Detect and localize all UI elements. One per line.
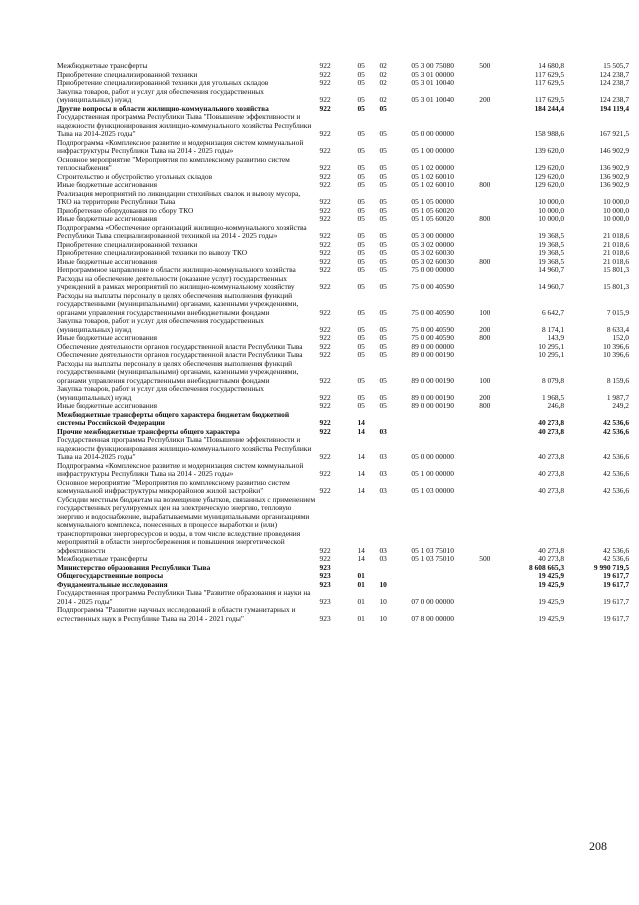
row-ved: 922 — [319, 171, 331, 181]
row-value-2: 194 119,4 — [599, 103, 630, 113]
page-number: 208 — [589, 839, 607, 853]
row-value-1: 184 244,4 — [534, 103, 565, 113]
row-ved: 922 — [319, 103, 331, 113]
row-csr: 05 1 03 75010 — [411, 545, 454, 555]
row-csr: 75 0 00 40590 — [411, 333, 454, 342]
row-name: Иные бюджетные ассигнования — [57, 180, 158, 189]
row-name: Закупка товаров, работ и услуг для обеспечения государственных (муниципальных) нужд — [57, 86, 264, 104]
table-row — [57, 88, 629, 105]
row-name: Основное мероприятие "Мероприятия по комплексному развитию систем теплоснабжения" — [57, 154, 290, 172]
row-pr: 05 — [379, 103, 387, 113]
row-rz: 05 — [357, 256, 365, 266]
row-value-1: 14 680,8 — [538, 61, 565, 70]
row-value-2: 15 505,7 — [603, 61, 630, 70]
row-pr: 10 — [379, 579, 387, 589]
row-rz: 14 — [357, 426, 365, 436]
row-value-1: 139 620,0 — [534, 146, 565, 155]
row-value-2: 42 536,6 — [603, 426, 630, 436]
row-csr: 05 0 00 00000 — [411, 129, 454, 138]
row-ved: 922 — [319, 282, 331, 291]
row-value-2: 21 018,6 — [603, 256, 630, 266]
row-value-1: 8 174,1 — [541, 324, 565, 334]
row-value-2: 21 018,6 — [603, 239, 630, 249]
row-pr: 05 — [379, 401, 387, 410]
row-vr: 100 — [479, 307, 491, 317]
row-rz: 05 — [357, 61, 365, 70]
row-csr: 05 3 02 00000 — [411, 239, 454, 249]
row-value-2: 10 000,0 — [603, 214, 630, 223]
row-value-1: 40 273,8 — [538, 486, 565, 495]
row-value-2: 136 902,9 — [599, 163, 630, 172]
row-pr: 05 — [379, 248, 387, 257]
row-ved: 923 — [319, 596, 331, 606]
row-name: Субсидии местным бюджетам на возмещение убытков, связанных с применением государственных регулируемых цен на электрическую энергию, тепловую энергию и водоснабжение, вырабатываемыми муниципальными организациями коммунального комплекса, понесенных в процессе выработки и (или) транспортировки энергоресурсов и воды, в том числе вследствие проведения мероприятий в области энергосбережения и повышения энергетической эффективности — [57, 494, 316, 555]
row-value-2: 15 801,3 — [603, 265, 630, 274]
row-name: Государственная программа Республики Тыва "Повышение эффективности и надежности функционирования жилищно-коммунального хозяйства Республики Тыва на 2014-2025 годы" — [57, 435, 312, 461]
row-value-2: 124 238,7 — [599, 78, 630, 87]
row-rz: 14 — [357, 486, 365, 495]
row-csr: 75 0 00 40590 — [411, 307, 454, 317]
row-rz: 01 — [357, 571, 365, 580]
row-rz: 05 — [357, 171, 365, 181]
row-rz: 05 — [357, 129, 365, 138]
row-rz: 05 — [357, 95, 365, 104]
table-row — [57, 385, 629, 402]
row-value-2: 42 536,6 — [603, 486, 630, 495]
row-csr: 75 0 00 40590 — [411, 282, 454, 291]
row-vr: 200 — [479, 392, 491, 402]
row-value-2: 9 990 719,5 — [593, 562, 630, 572]
row-name: Расходы на выплаты персоналу в целях обеспечения выполнения функций государственными (муниципальными) органами, казенными учреждениями, органами управления государственными внебюджетными фондами — [57, 290, 299, 317]
row-name: Государственная программа Республики Тыва "Повышение эффективности и надежности функционирования жилищно-коммунального хозяйства Республики Тыва на 2014-2025 годы" — [57, 112, 312, 138]
row-ved: 922 — [319, 180, 331, 189]
row-ved: 923 — [319, 562, 331, 572]
row-rz: 14 — [357, 469, 365, 478]
row-ved: 922 — [319, 146, 331, 155]
row-pr: 05 — [379, 392, 387, 402]
row-value-1: 158 988,6 — [534, 129, 565, 138]
row-name: Подпрограмма «Комплексное развитие и модернизация систем коммунальной инфраструктуры Республики Тыва на 2014 - 2025 годы» — [57, 460, 304, 478]
row-rz: 05 — [357, 69, 365, 79]
row-name: Подпрограмма «Комплексное развитие и модернизация систем коммунальной инфраструктуры Республики Тыва на 2014 - 2025 годы» — [57, 137, 304, 155]
table-row — [57, 411, 629, 428]
row-pr: 05 — [379, 375, 387, 385]
row-rz: 05 — [357, 214, 365, 223]
row-value-2: 10 000,0 — [603, 205, 630, 215]
row-rz: 05 — [357, 265, 365, 274]
row-pr: 02 — [379, 78, 387, 87]
row-rz: 05 — [357, 146, 365, 155]
row-pr: 02 — [379, 61, 387, 70]
row-name: Закупка товаров, работ и услуг для обеспечения государственных (муниципальных) нужд — [57, 316, 264, 334]
row-value-2: 10 396,6 — [603, 350, 630, 359]
row-pr: 05 — [379, 333, 387, 342]
row-value-2: 21 018,6 — [603, 248, 630, 257]
row-value-1: 129 620,0 — [534, 163, 565, 172]
row-csr: 05 1 00 00000 — [411, 469, 454, 478]
row-rz: 05 — [357, 401, 365, 410]
row-ved: 922 — [319, 392, 331, 402]
table-row — [57, 496, 629, 556]
row-pr: 02 — [379, 69, 387, 79]
row-pr: 02 — [379, 95, 387, 104]
row-value-1: 6 642,7 — [541, 307, 565, 317]
row-name: Приобретение специализированной техники — [57, 239, 198, 249]
row-value-1: 1 968,5 — [541, 392, 565, 402]
row-pr: 10 — [379, 596, 387, 606]
row-csr: 05 3 02 60030 — [411, 256, 454, 266]
row-name: Межбюджетные трансферты — [57, 554, 148, 563]
row-pr: 05 — [379, 205, 387, 215]
row-csr: 05 3 01 10040 — [411, 95, 454, 104]
row-csr: 89 0 00 00190 — [411, 350, 454, 359]
row-name: Другие вопросы в области жилищно-коммунального хозяйства — [57, 103, 269, 113]
row-ved: 922 — [319, 545, 331, 555]
row-value-1: 10 295,1 — [538, 350, 565, 359]
row-ved: 922 — [319, 69, 331, 79]
row-csr: 05 3 00 75080 — [411, 61, 454, 70]
row-value-1: 19 368,5 — [538, 248, 565, 257]
row-ved: 923 — [319, 571, 331, 580]
row-ved: 922 — [319, 61, 331, 70]
row-value-2: 42 536,6 — [603, 418, 630, 427]
row-value-2: 7 015,9 — [606, 307, 630, 317]
row-name: Строительство и обустройство угольных складов — [57, 171, 213, 181]
row-value-1: 19 425,9 — [538, 571, 565, 580]
row-rz: 05 — [357, 392, 365, 402]
row-name: Основное мероприятие "Мероприятия по комплексному развитию систем коммунальной инфраструктуры микрорайонов жилой застройки" — [57, 477, 290, 495]
row-value-2: 152,0 — [612, 333, 630, 342]
row-value-1: 129 620,0 — [534, 180, 565, 189]
row-ved: 922 — [319, 350, 331, 359]
row-vr: 200 — [479, 95, 491, 104]
row-ved: 922 — [319, 401, 331, 410]
table-row — [57, 479, 629, 496]
row-pr: 03 — [379, 486, 387, 495]
row-value-2: 124 238,7 — [599, 95, 630, 104]
row-vr: 800 — [479, 333, 491, 342]
row-name: Государственная программа Республики Тыва "Развитие образования и науки на 2014 - 2025 годы" — [57, 588, 311, 606]
row-ved: 922 — [319, 333, 331, 342]
row-ved: 922 — [319, 214, 331, 223]
row-value-1: 40 273,8 — [538, 554, 565, 563]
row-ved: 922 — [319, 205, 331, 215]
row-pr: 05 — [379, 265, 387, 274]
row-name: Расходы на выплаты персоналу в целях обеспечения выполнения функций государственными (муниципальными) органами, казенными учреждениями, органами управления государственными внебюджетными фондами — [57, 358, 299, 385]
row-name: Непрограммное направление в области жилищно-коммунального хозяйства — [57, 265, 296, 274]
row-pr: 03 — [379, 554, 387, 563]
row-value-2: 42 536,6 — [603, 452, 630, 461]
row-name: Иные бюджетные ассигнования — [57, 214, 158, 223]
row-pr: 03 — [379, 426, 387, 436]
table-row — [57, 156, 629, 173]
row-value-1: 19 368,5 — [538, 239, 565, 249]
row-rz: 05 — [357, 282, 365, 291]
table-row — [57, 139, 629, 156]
row-pr: 05 — [379, 239, 387, 249]
row-name: Приобретение специализированной техники по вывозу ТКО — [57, 248, 248, 257]
row-csr: 05 3 01 10040 — [411, 78, 454, 87]
row-value-2: 42 536,6 — [603, 545, 630, 555]
row-name: Закупка товаров, работ и услуг для обеспечения государственных (муниципальных) нужд — [57, 384, 264, 402]
row-ved: 922 — [319, 78, 331, 87]
row-name: Иные бюджетные ассигнования — [57, 256, 158, 266]
row-name: Приобретение специализированной техники для угольных складов — [57, 78, 269, 87]
row-pr: 03 — [379, 469, 387, 478]
row-value-2: 19 617,7 — [603, 596, 630, 606]
row-csr: 05 3 01 00000 — [411, 69, 454, 79]
row-rz: 05 — [357, 205, 365, 215]
row-ved: 922 — [319, 163, 331, 172]
row-name: Обеспечение деятельности органов государственной власти Республики Тыва — [57, 341, 303, 351]
row-value-1: 246,8 — [547, 401, 565, 410]
table-row — [57, 224, 629, 241]
row-value-1: 8 608 665,3 — [529, 562, 565, 572]
row-rz: 14 — [357, 554, 365, 563]
row-rz: 05 — [357, 341, 365, 351]
row-value-1: 19 425,9 — [538, 613, 565, 623]
row-ved: 922 — [319, 239, 331, 249]
row-ved: 923 — [319, 613, 331, 623]
row-name: Обеспечение деятельности органов государственной власти Республики Тыва — [57, 350, 303, 359]
row-value-1: 117 629,5 — [534, 95, 565, 104]
row-pr: 05 — [379, 307, 387, 317]
row-pr: 05 — [379, 324, 387, 334]
row-value-1: 19 425,9 — [538, 579, 565, 589]
row-ved: 922 — [319, 256, 331, 266]
row-ved: 922 — [319, 231, 331, 240]
row-ved: 923 — [319, 579, 331, 589]
row-pr: 05 — [379, 341, 387, 351]
row-value-2: 136 902,9 — [599, 171, 630, 181]
row-pr: 05 — [379, 231, 387, 240]
row-name: Межбюджетные трансферты — [57, 61, 148, 70]
table-row — [57, 275, 629, 292]
row-value-1: 14 960,7 — [538, 282, 565, 291]
row-csr: 75 0 00 00000 — [411, 265, 454, 274]
row-value-2: 19 617,7 — [603, 613, 630, 623]
table-row — [57, 360, 629, 386]
row-value-1: 40 273,8 — [538, 426, 565, 436]
table-row — [57, 606, 629, 623]
row-ved: 922 — [319, 95, 331, 104]
row-name: Иные бюджетные ассигнования — [57, 333, 158, 342]
row-pr: 05 — [379, 350, 387, 359]
row-pr: 10 — [379, 613, 387, 623]
row-name: Расходы на обеспечение деятельности (оказание услуг) государственных учреждений в рамках мероприятий по жилищно-коммунальному хозяйству — [57, 273, 295, 291]
row-name: Подпрограмма "Развитие научных исследований в области гуманитарных и естественных наук в Республике Тыва на 2014 - 2021 годы" — [57, 605, 296, 623]
row-csr: 05 1 00 00000 — [411, 146, 454, 155]
row-name: Межбюджетные трансферты общего характера бюджетам бюджетной системы Российской Федерации — [57, 409, 290, 427]
row-pr: 05 — [379, 129, 387, 138]
row-csr: 05 0 00 00000 — [411, 452, 454, 461]
row-rz: 01 — [357, 613, 365, 623]
table-row — [57, 190, 629, 207]
table-row — [57, 462, 629, 479]
row-csr: 05 1 02 60010 — [411, 171, 454, 181]
row-value-2: 8 159,6 — [606, 375, 630, 385]
row-rz: 14 — [357, 545, 365, 555]
row-csr: 89 0 00 00000 — [411, 341, 454, 351]
row-name: Фундаментальные исследования — [57, 579, 168, 589]
row-vr: 800 — [479, 214, 491, 223]
row-pr: 05 — [379, 180, 387, 189]
table-row — [57, 589, 629, 606]
row-value-2: 42 536,6 — [603, 469, 630, 478]
row-rz: 05 — [357, 350, 365, 359]
row-ved: 922 — [319, 554, 331, 563]
row-ved: 922 — [319, 452, 331, 461]
row-value-1: 40 273,8 — [538, 452, 565, 461]
row-vr: 800 — [479, 256, 491, 266]
row-csr: 07 8 00 00000 — [411, 613, 454, 623]
row-rz: 14 — [357, 418, 365, 427]
row-csr: 05 1 03 75010 — [411, 554, 454, 563]
row-name: Министерство образования Республики Тыва — [57, 562, 211, 572]
row-rz: 05 — [357, 163, 365, 172]
row-name: Подпрограмма «Обеспечение организаций жилищно-коммунального хозяйства Республики Тыва специализированной техникой на 2014 - 2025 годы» — [57, 222, 307, 240]
budget-table — [57, 62, 629, 623]
row-value-2: 10 396,6 — [603, 341, 630, 351]
row-vr: 100 — [479, 375, 491, 385]
row-csr: 89 0 00 00190 — [411, 375, 454, 385]
row-name: Реализация мероприятий по ликвидации стихийных свалок и вывозу мусора, ТКО на территории Республики Тыва — [57, 188, 301, 206]
row-value-1: 40 273,8 — [538, 545, 565, 555]
row-ved: 922 — [319, 469, 331, 478]
row-rz: 05 — [357, 180, 365, 189]
row-ved: 922 — [319, 248, 331, 257]
table-row — [57, 436, 629, 462]
row-value-1: 10 000,0 — [538, 197, 565, 206]
row-value-2: 10 000,0 — [603, 197, 630, 206]
row-vr: 500 — [479, 61, 491, 70]
row-rz: 05 — [357, 239, 365, 249]
row-ved: 922 — [319, 129, 331, 138]
row-value-2: 136 902,9 — [599, 180, 630, 189]
row-csr: 05 3 02 60030 — [411, 248, 454, 257]
row-ved: 922 — [319, 418, 331, 427]
row-value-2: 1 987,7 — [606, 392, 630, 402]
row-name: Прочие межбюджетные трансферты общего характера — [57, 426, 240, 436]
row-pr: 03 — [379, 545, 387, 555]
row-rz: 05 — [357, 78, 365, 87]
row-csr: 05 1 02 00000 — [411, 163, 454, 172]
row-value-1: 129 620,0 — [534, 171, 565, 181]
row-vr: 200 — [479, 324, 491, 334]
row-ved: 922 — [319, 324, 331, 334]
row-value-1: 14 960,7 — [538, 265, 565, 274]
row-rz: 05 — [357, 231, 365, 240]
row-csr: 05 1 03 00000 — [411, 486, 454, 495]
row-ved: 922 — [319, 341, 331, 351]
row-value-1: 19 368,5 — [538, 231, 565, 240]
row-rz: 05 — [357, 197, 365, 206]
row-csr: 89 0 00 00190 — [411, 401, 454, 410]
row-rz: 05 — [357, 333, 365, 342]
row-value-2: 249,2 — [612, 401, 630, 410]
row-ved: 922 — [319, 375, 331, 385]
row-csr: 07 0 00 00000 — [411, 596, 454, 606]
row-value-1: 117 629,5 — [534, 78, 565, 87]
row-value-1: 19 425,9 — [538, 596, 565, 606]
row-name: Иные бюджетные ассигнования — [57, 401, 158, 410]
row-pr: 05 — [379, 146, 387, 155]
row-rz: 05 — [357, 307, 365, 317]
row-value-1: 19 368,5 — [538, 256, 565, 266]
row-value-1: 10 295,1 — [538, 341, 565, 351]
row-value-2: 8 633,4 — [606, 324, 630, 334]
row-value-1: 10 000,0 — [538, 205, 565, 215]
row-value-2: 19 617,7 — [603, 571, 630, 580]
row-rz: 05 — [357, 248, 365, 257]
row-pr: 05 — [379, 171, 387, 181]
row-value-2: 167 921,5 — [599, 129, 630, 138]
row-name: Приобретение специализированной техники — [57, 69, 198, 79]
row-csr: 05 1 05 00000 — [411, 197, 454, 206]
row-csr: 05 3 00 00000 — [411, 231, 454, 240]
row-ved: 922 — [319, 265, 331, 274]
row-value-2: 42 536,6 — [603, 554, 630, 563]
table-row — [57, 113, 629, 139]
row-value-2: 146 902,9 — [599, 146, 630, 155]
row-csr: 05 1 02 60010 — [411, 180, 454, 189]
row-value-1: 40 273,8 — [538, 469, 565, 478]
row-vr: 800 — [479, 401, 491, 410]
row-vr: 800 — [479, 180, 491, 189]
row-csr: 89 0 00 00190 — [411, 392, 454, 402]
row-pr: 05 — [379, 214, 387, 223]
row-value-2: 124 238,7 — [599, 69, 630, 79]
row-ved: 922 — [319, 486, 331, 495]
row-rz: 05 — [357, 375, 365, 385]
row-rz: 01 — [357, 596, 365, 606]
row-ved: 922 — [319, 307, 331, 317]
row-pr: 03 — [379, 452, 387, 461]
row-pr: 05 — [379, 163, 387, 172]
row-rz: 14 — [357, 452, 365, 461]
row-value-2: 19 617,7 — [603, 579, 630, 589]
table-row — [57, 292, 629, 318]
table-row — [57, 317, 629, 334]
row-csr: 05 1 05 60020 — [411, 205, 454, 215]
row-vr: 500 — [479, 554, 491, 563]
row-pr: 05 — [379, 197, 387, 206]
row-rz: 05 — [357, 103, 365, 113]
row-value-1: 117 629,5 — [534, 69, 565, 79]
row-ved: 922 — [319, 197, 331, 206]
row-pr: 05 — [379, 256, 387, 266]
row-value-1: 8 079,8 — [541, 375, 565, 385]
row-value-1: 143,9 — [547, 333, 565, 342]
row-ved: 922 — [319, 426, 331, 436]
row-name: Приобретение оборудования по сбору ТКО — [57, 205, 194, 215]
row-value-2: 15 801,3 — [603, 282, 630, 291]
row-value-2: 21 018,6 — [603, 231, 630, 240]
row-rz: 05 — [357, 324, 365, 334]
row-rz: 01 — [357, 579, 365, 589]
row-name: Общегосударственные вопросы — [57, 571, 164, 580]
row-value-1: 10 000,0 — [538, 214, 565, 223]
row-value-1: 40 273,8 — [538, 418, 565, 427]
row-csr: 05 1 05 60020 — [411, 214, 454, 223]
row-csr: 75 0 00 40590 — [411, 324, 454, 334]
row-pr: 05 — [379, 282, 387, 291]
